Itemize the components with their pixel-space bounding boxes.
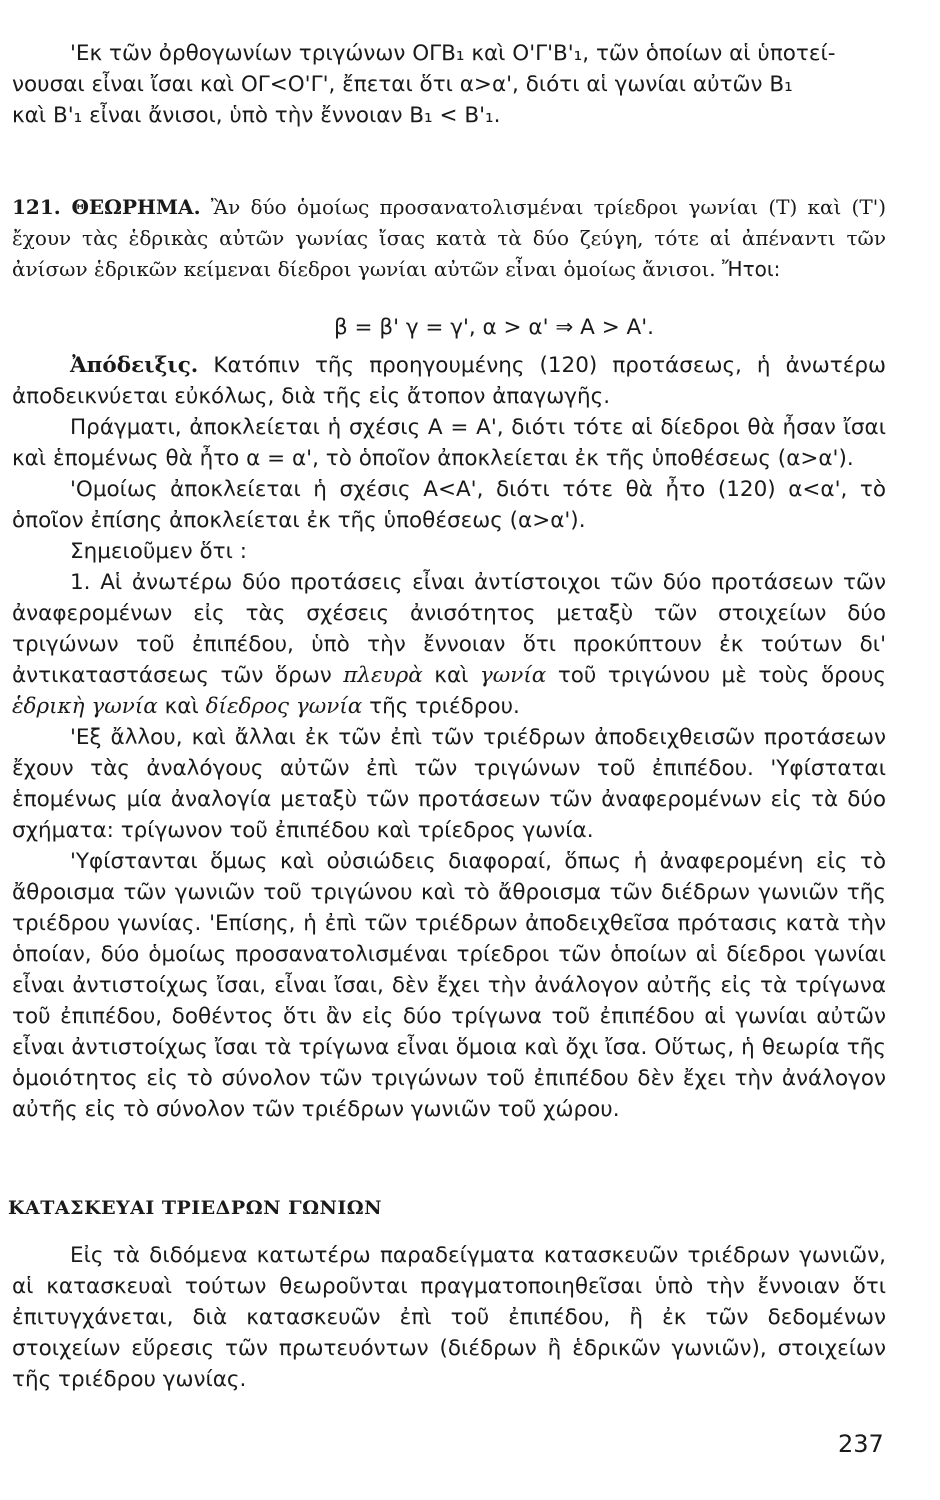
theorem-formula: β = β' γ = γ', α > α' ⇒ Α > Α'. xyxy=(333,315,655,340)
paragraph-5: Εἰς τὰ διδόμενα κατωτέρω παραδείγματα κατασκευῶν τριέδρων γωνιῶν, αἱ κατασκευαὶ τούτων θεωροῦνται πραγματοποιηθεῖσαι ὑπὸ τὴν ἔννοιαν ὅτι ἐπιτυγχάνεται, διὰ κατασκευῶν ἐπὶ τοῦ ἐπιπέδου, ἢ ἐκ τῶν δεδομένων στοιχείων εὕρεσις τῶν πρωτευόντων (διέδρων ἢ ἑδρικῶν γωνιῶν), στοιχείων τῆς τριέδρου γωνίας. xyxy=(12,1243,886,1392)
item1-end: τῆς τριέδρου. xyxy=(369,694,520,719)
proof-text: Κατόπιν τῆς προηγουμένης (120) προτάσεως, ἡ ἀνωτέρω ἀποδεικνύεται εὐκόλως, διὰ τῆς εἰς ἄτοπον ἀπαγωγῆς. xyxy=(12,353,886,409)
intro-line-1: 'Εκ τῶν ὀρθογωνίων τριγώνων ΟΓΒ₁ καὶ Ο'Γ'Β'₁, τῶν ὁποίων αἱ ὑποτεί- xyxy=(70,41,836,66)
item1-term-face-angle: ἑδρικὴ γωνία xyxy=(12,694,158,719)
item1-term-dihedral-angle: δίεδρος γωνία xyxy=(205,694,363,719)
item1-and-1: καὶ xyxy=(434,663,469,688)
proof-label: Ἀπόδειξις. xyxy=(70,353,199,378)
note-intro: Σημειοῦμεν ὅτι : xyxy=(70,539,247,564)
proof-block xyxy=(12,350,886,1125)
item1-and-2: καὶ xyxy=(164,694,199,719)
item1-term-angle: γωνία xyxy=(479,663,547,688)
intro-paragraph xyxy=(12,38,886,131)
construction-intro-block xyxy=(12,1240,886,1395)
paragraph-3: 'Εξ ἄλλου, καὶ ἄλλαι ἐκ τῶν ἐπὶ τῶν τριέδρων ἀποδειχθεισῶν προτάσεων ἔχουν τὰς ἀναλόγους αὐτῶν ἐπὶ τῶν τριγώνων τοῦ ἐπιπέδου. 'Υφίσταται ἑπομένως μία ἀναλογία μεταξὺ τῶν προτάσεων τῶν ἀναφερομένων εἰς τὰ δύο σχήματα: τρίγωνον τοῦ ἐπιπέδου καὶ τρίεδρος γωνία. xyxy=(12,725,886,843)
formula-block xyxy=(12,312,886,343)
paragraph-4: 'Υφίστανται ὅμως καὶ οὐσιώδεις διαφοραί, ὅπως ἡ ἀναφερομένη εἰς τὸ ἄθροισμα τῶν γωνιῶν τοῦ τριγώνου καὶ τὸ ἄθροισμα τῶν διέδρων γωνιῶν τῆς τριέδρου γωνίας. 'Επίσης, ἡ ἐπὶ τῶν τριέδρων ἀποδειχθεῖσα πρότασις κατὰ τὴν ὁποίαν, δύο ὁμοίως προσανατολισμέναι τρίεδροι τῶν ὁποίων αἱ δίεδροι γωνίαι εἶναι ἀντιστοίχως ἴσαι, εἶναι ἴσαι, δὲν ἔχει τὴν ἀνάλογον αὐτῆς εἰς τὰ τρίγωνα τοῦ ἐπιπέδου, δοθέντος ὅτι ἂν εἰς δύο τρίγωνα τοῦ ἐπιπέδου αἱ γωνίαι αὐτῶν εἶναι ἀντιστοίχως ἴσαι τὰ τρίγωνα εἶναι ὅμοια καὶ ὄχι ἴσα. Οὕτως, ἡ θεωρία τῆς ὁμοιότητος εἰς τὸ σύνολον τῶν τριγώνων τοῦ ἐπιπέδου δὲν ἔχει τὴν ἀνάλογον αὐτῆς εἰς τὸ σύνολον τῶν τριέδρων γωνιῶν τοῦ χώρου. xyxy=(12,849,886,1122)
item1-mid: τοῦ τριγώνου μὲ τοὺς ὅρους xyxy=(557,663,886,688)
intro-line-3: καὶ Β'₁ εἶναι ἄνισοι, ὑπὸ τὴν ἔννοιαν Β₁ < Β'₁. xyxy=(12,103,501,128)
theorem-statement xyxy=(12,192,886,285)
item1-term-side: πλευρὰ xyxy=(343,663,423,688)
theorem-block xyxy=(12,192,886,285)
paragraph-2: 'Ομοίως ἀποκλείεται ἡ σχέσις Α<Α', διότι τότε θὰ ἦτο (120) α<α', τὸ ὁποῖον ἐπίσης ἀποκλείεται ἐκ τῆς ὑποθέσεως (α>α'). xyxy=(12,477,886,533)
paragraph-1: Πράγματι, ἀποκλείεται ἡ σχέσις Α = Α', διότι τότε αἱ δίεδροι θὰ ἦσαν ἴσαι καὶ ἑπομένως θὰ ἦτο α = α', τὸ ὁποῖον ἀποκλείεται ἐκ τῆς ὑποθέσεως (α>α'). xyxy=(12,415,886,471)
theorem-text: Ἂν δύο ὁμοίως προσανατολισμέναι τρίεδροι γωνίαι (Τ) καὶ (Τ') ἔχουν τὰς ἑδρικὰς αὐτῶν γωνίας ἴσας κατὰ τὰ δύο ζεύγη, τότε αἱ ἀπέναντι τῶν ἀνίσων ἑδρικῶν κείμεναι δίεδροι γωνίαι αὐτῶν εἶναι ὁμοίως ἄνισοι. xyxy=(12,195,886,281)
item1-lead: 1. Αἱ ἀνωτέρω δύο προτάσεις εἶναι ἀντίστοιχοι τῶν δύο προτάσεων τῶν ἀναφερομένων εἰς τὰς σχέσεις ἀνισότητος μεταξὺ τῶν στοιχείων δύο τριγώνων τοῦ ἐπιπέδου, ὑπὸ τὴν ἔννοιαν ὅτι προκύπτουν ἐκ τούτων δι' ἀντικαταστάσεως τῶν ὅρων xyxy=(12,570,886,688)
section-heading: ΚΑΤΑΣΚΕΥΑΙ ΤΡΙΕΔΡΩΝ ΓΩΝΙΩΝ xyxy=(8,1197,383,1219)
page-number: 237 xyxy=(838,1430,884,1458)
proof-paragraph xyxy=(12,350,886,412)
intro-line-2: νουσαι εἶναι ἴσαι καὶ ΟΓ<Ο'Γ', ἔπεται ὅτι α>α', διότι αἱ γωνίαι αὐτῶν Β₁ xyxy=(12,72,793,97)
note-item-1 xyxy=(12,567,886,722)
theorem-tail: Ἤτοι: xyxy=(722,257,781,281)
theorem-number: 121. ΘΕΩΡΗΜΑ. xyxy=(12,195,201,219)
